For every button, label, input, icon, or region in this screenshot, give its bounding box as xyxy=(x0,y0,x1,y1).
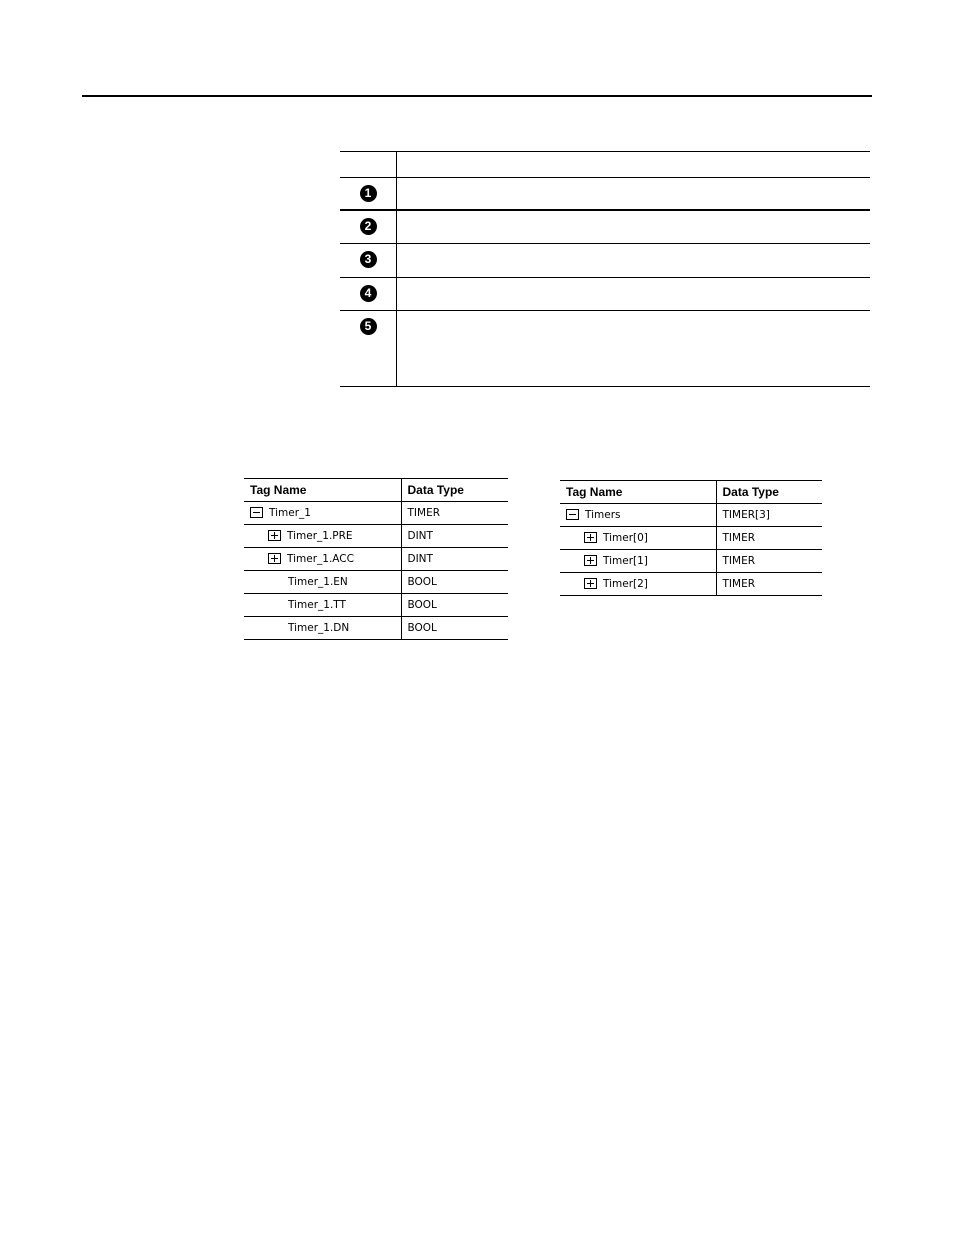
data-type-cell: TIMER xyxy=(716,573,822,596)
table-row[interactable] xyxy=(244,594,508,617)
data-type-cell: DINT xyxy=(401,548,508,571)
tag-name: Timers xyxy=(585,509,621,521)
tag-name-cell xyxy=(244,617,401,640)
data-type-cell: BOOL xyxy=(401,571,508,594)
tag-name: Timer_1.DN xyxy=(288,622,350,634)
table-row[interactable] xyxy=(560,573,822,596)
data-type-cell: TIMER xyxy=(716,550,822,573)
legend-desc-cell xyxy=(397,178,870,209)
data-type-header: Data Type xyxy=(401,479,508,502)
legend-num-cell xyxy=(340,244,397,277)
table-header-row xyxy=(244,479,508,502)
tag-name-cell xyxy=(244,525,401,548)
header-rule xyxy=(82,95,872,97)
tag-name-cell xyxy=(560,573,716,596)
tag-name: Timer[1] xyxy=(603,555,648,567)
data-type-cell: DINT xyxy=(401,525,508,548)
tag-name: Timer_1.EN xyxy=(288,576,348,588)
data-type-cell: BOOL xyxy=(401,594,508,617)
legend-desc-cell xyxy=(397,311,870,386)
callout-4-badge: 4 xyxy=(360,285,377,302)
expand-icon[interactable] xyxy=(584,578,597,589)
table-row[interactable] xyxy=(244,571,508,594)
data-type-cell: BOOL xyxy=(401,617,508,640)
tag-name: Timer[0] xyxy=(603,532,648,544)
legend-header-row xyxy=(340,152,870,178)
callout-3-badge: 3 xyxy=(360,251,377,268)
legend-row-2 xyxy=(340,211,870,244)
tag-name-cell xyxy=(560,550,716,573)
tag-name: Timer_1 xyxy=(269,507,311,519)
data-type-cell: TIMER xyxy=(401,502,508,525)
data-type-cell: TIMER xyxy=(716,527,822,550)
timer-array-tag-table xyxy=(560,480,822,596)
table-header-row xyxy=(560,481,822,504)
legend-row-1 xyxy=(340,178,870,211)
tag-name-cell xyxy=(244,594,401,617)
tag-name-cell xyxy=(244,502,401,525)
legend-num-cell xyxy=(340,311,397,386)
table-row[interactable] xyxy=(560,527,822,550)
tag-name: Timer[2] xyxy=(603,578,648,590)
expand-icon[interactable] xyxy=(268,553,281,564)
table-row[interactable] xyxy=(560,504,822,527)
legend-row-5 xyxy=(340,311,870,387)
legend-row-4 xyxy=(340,278,870,311)
table-row[interactable] xyxy=(244,502,508,525)
expand-icon[interactable] xyxy=(584,555,597,566)
legend-num-cell xyxy=(340,278,397,310)
tag-name-cell xyxy=(244,571,401,594)
callout-1-badge: 1 xyxy=(360,185,377,202)
expand-icon[interactable] xyxy=(584,532,597,543)
tag-name: Timer_1.PRE xyxy=(287,530,353,542)
tag-name-header: Tag Name xyxy=(560,481,716,504)
table-row[interactable] xyxy=(560,550,822,573)
legend-row-3 xyxy=(340,244,870,278)
tag-name-cell xyxy=(244,548,401,571)
legend-num-cell xyxy=(340,211,397,243)
data-type-cell: TIMER[3] xyxy=(716,504,822,527)
data-type-header: Data Type xyxy=(716,481,822,504)
table-row[interactable] xyxy=(244,548,508,571)
tag-name-cell xyxy=(560,504,716,527)
callout-5-badge: 5 xyxy=(360,318,377,335)
collapse-icon[interactable] xyxy=(250,507,263,518)
tag-name-header: Tag Name xyxy=(244,479,401,502)
legend-num-cell xyxy=(340,178,397,209)
legend-num-cell xyxy=(340,152,397,177)
legend-desc-cell xyxy=(397,211,870,243)
timer-member-tag-table xyxy=(244,478,508,640)
legend-desc-cell xyxy=(397,278,870,310)
table-row[interactable] xyxy=(244,525,508,548)
legend-desc-cell xyxy=(397,244,870,277)
tag-name-cell xyxy=(560,527,716,550)
callout-legend-table xyxy=(340,151,870,387)
legend-desc-cell xyxy=(397,152,870,177)
tag-name: Timer_1.TT xyxy=(288,599,346,611)
callout-2-badge: 2 xyxy=(360,218,377,235)
collapse-icon[interactable] xyxy=(566,509,579,520)
table-row[interactable] xyxy=(244,617,508,640)
expand-icon[interactable] xyxy=(268,530,281,541)
tag-name: Timer_1.ACC xyxy=(287,553,354,565)
